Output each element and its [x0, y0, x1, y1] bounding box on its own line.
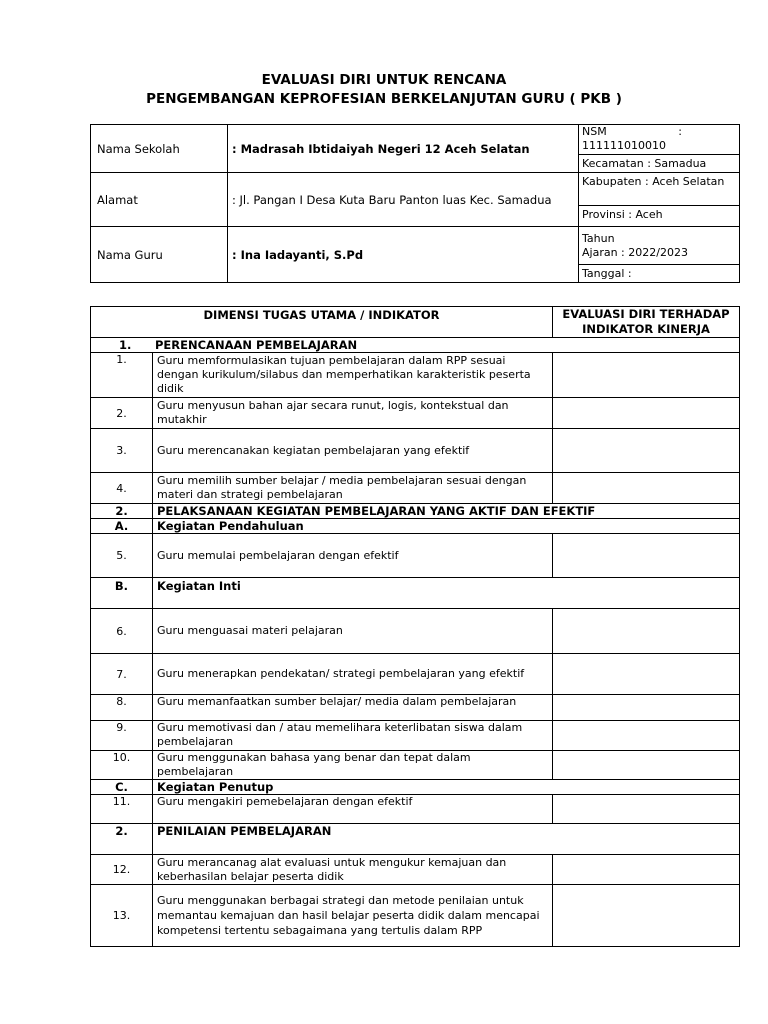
item-num: 8.: [91, 695, 153, 721]
item-num: 11.: [91, 795, 153, 824]
subsection-opening-title: Kegiatan Pendahuluan: [153, 519, 740, 534]
section-planning-num: 1.: [119, 338, 132, 352]
nsm-colon: :: [678, 125, 682, 138]
evaluation-input[interactable]: [553, 795, 740, 824]
item-num: 1.: [91, 353, 153, 398]
evaluation-input[interactable]: [553, 429, 740, 473]
item-text: Guru merencanakan kegiatan pembelajaran yang efektif: [153, 429, 553, 473]
section-assessment-title: PENILAIAN PEMBELAJARAN: [153, 824, 740, 855]
address-label: Alamat: [91, 173, 228, 227]
identity-table: [90, 124, 740, 283]
tahun-text: Tahun: [582, 232, 615, 245]
item-text: Guru menyusun bahan ajar secara runut, logis, kontekstual dan mutakhir: [153, 398, 553, 429]
nsm-label: NSM: [582, 125, 607, 138]
item-text: Guru memanfaatkan sumber belajar/ media dalam pembelajaran: [153, 695, 553, 721]
subsection-num: C.: [91, 780, 153, 795]
evaluation-input[interactable]: [553, 473, 740, 504]
item-num: 9.: [91, 721, 153, 751]
school-label: Nama Sekolah: [91, 125, 228, 173]
provinsi-text: Provinsi : Aceh: [582, 208, 663, 221]
kabupaten-text: Kabupaten : Aceh Selatan: [579, 173, 739, 206]
section-planning-title: PERENCANAAN PEMBELAJARAN: [155, 338, 358, 352]
item-num: 12.: [91, 855, 153, 885]
evaluation-input[interactable]: [553, 885, 740, 947]
item-num: 10.: [91, 751, 153, 780]
nsm-kecamatan-cell: [579, 125, 740, 173]
item-text: Guru menguasai materi pelajaran: [153, 609, 553, 654]
item-text: Guru memotivasi dan / atau memelihara keterlibatan siswa dalam pembelajaran: [153, 721, 553, 751]
evaluation-input[interactable]: [553, 751, 740, 780]
evaluation-input[interactable]: [553, 654, 740, 695]
nsm-value: 111111010010: [582, 139, 666, 152]
document-title-line1: EVALUASI DIRI UNTUK RENCANA: [261, 72, 507, 88]
section-implementation-title: PELAKSANAAN KEGIATAN PEMBELAJARAN YANG AKTIF DAN EFEKTIF: [153, 504, 740, 519]
tahun-tanggal-cell: [579, 227, 740, 283]
kecamatan-text: Kecamatan : Samadua: [582, 157, 707, 170]
section-planning: [91, 338, 740, 353]
subsection-closing-title: Kegiatan Penutup: [153, 780, 740, 795]
school-value: : Madrasah Ibtidaiyah Negeri 12 Aceh Selatan: [228, 125, 579, 173]
evaluation-input[interactable]: [553, 609, 740, 654]
kabupaten-provinsi-cell: [579, 173, 740, 227]
item-num: 7.: [91, 654, 153, 695]
item-text: Guru menerapkan pendekatan/ strategi pembelajaran yang efektif: [153, 654, 553, 695]
evaluation-input[interactable]: [553, 695, 740, 721]
evaluation-input[interactable]: [553, 721, 740, 751]
item-num: 4.: [91, 473, 153, 504]
evaluation-input[interactable]: [553, 855, 740, 885]
item-num: 13.: [91, 885, 153, 947]
evaluation-table: [90, 306, 740, 947]
header-dimension: DIMENSI TUGAS UTAMA / INDIKATOR: [91, 307, 553, 338]
section-num: 2.: [91, 824, 153, 855]
item-text: Guru merancanag alat evaluasi untuk mengukur kemajuan dan keberhasilan belajar peserta didik: [153, 855, 553, 885]
address-value: : Jl. Pangan I Desa Kuta Baru Panton luas Kec. Samadua: [228, 173, 579, 227]
header-evaluation: EVALUASI DIRI TERHADAP INDIKATOR KINERJA: [553, 307, 740, 338]
subsection-num: B.: [91, 578, 153, 609]
item-text: Guru memulai pembelajaran dengan efektif: [153, 534, 553, 578]
item-text: Guru mengakiri pemebelajaran dengan efektif: [153, 795, 553, 824]
evaluation-input[interactable]: [553, 398, 740, 429]
teacher-label: Nama Guru: [91, 227, 228, 283]
item-num: 5.: [91, 534, 153, 578]
item-text: Guru memformulasikan tujuan pembelajaran dalam RPP sesuai dengan kurikulum/silabus dan memperhatikan karakteristik peserta didik: [153, 353, 553, 398]
item-num: 2.: [91, 398, 153, 429]
item-text: Guru menggunakan bahasa yang benar dan tepat dalam pembelajaran: [153, 751, 553, 780]
item-num: 3.: [91, 429, 153, 473]
document-title-line2: PENGEMBANGAN KEPROFESIAN BERKELANJUTAN GURU ( PKB ): [146, 91, 622, 107]
item-text: Guru memilih sumber belajar / media pembelajaran sesuai dengan materi dan strategi pembelajaran: [153, 473, 553, 504]
evaluation-input[interactable]: [553, 353, 740, 398]
subsection-core-title: Kegiatan Inti: [153, 578, 740, 609]
section-num: 2.: [91, 504, 153, 519]
item-num: 6.: [91, 609, 153, 654]
evaluation-input[interactable]: [553, 534, 740, 578]
subsection-num: A.: [91, 519, 153, 534]
item-text: Guru menggunakan berbagai strategi dan metode penilaian untuk memantau kemajuan dan hasil belajar peserta didik dalam mencapai kompetensi tertentu sebagaimana yang tertulis dalam RPP: [153, 885, 553, 947]
teacher-value: : Ina Iadayanti, S.Pd: [228, 227, 579, 283]
ajaran-text: Ajaran : 2022/2023: [582, 246, 688, 259]
tanggal-text: Tanggal :: [582, 267, 632, 280]
